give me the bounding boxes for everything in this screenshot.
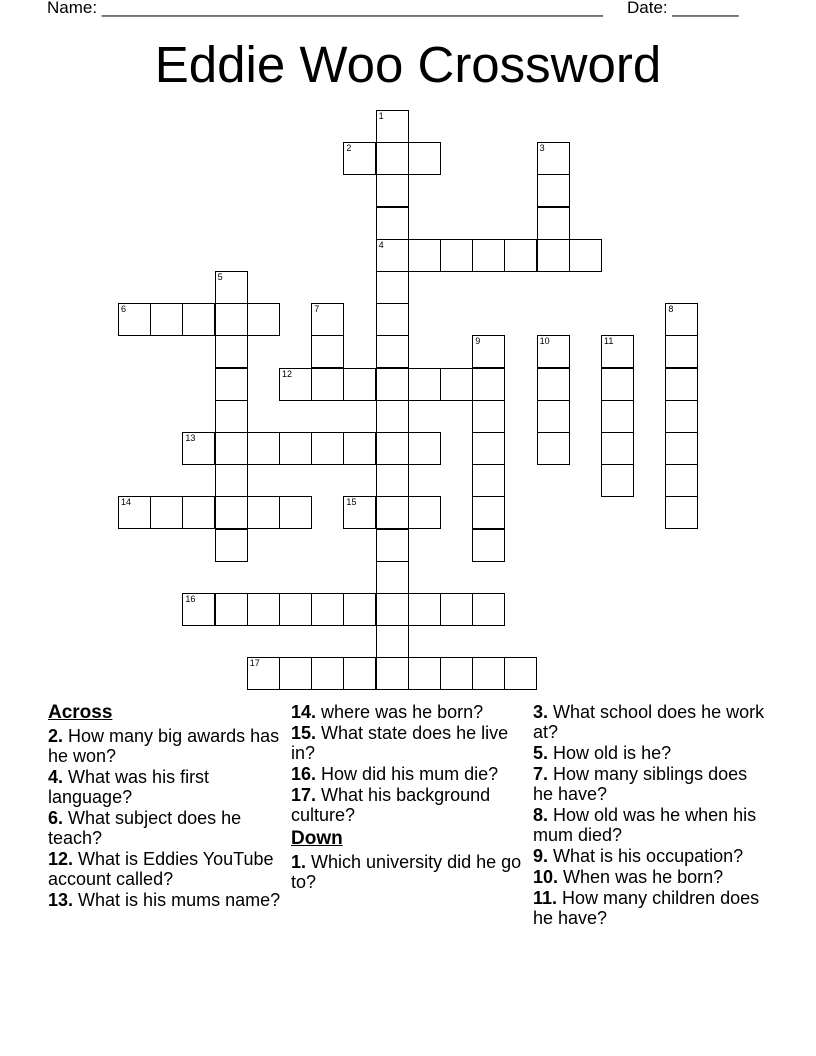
across-clue: [48, 726, 284, 766]
clue-number: 17.: [291, 785, 317, 805]
clue-text: What state does he live in?: [291, 723, 509, 763]
down-clue: [533, 867, 769, 887]
across-heading: Across: [48, 702, 113, 723]
grid-cell[interactable]: [215, 496, 248, 529]
across-clue: [48, 890, 284, 910]
grid-cell[interactable]: [472, 432, 505, 465]
clue-number: 1.: [291, 852, 307, 872]
grid-cell[interactable]: [215, 271, 248, 304]
grid-cell[interactable]: [215, 400, 248, 433]
grid-cell[interactable]: [537, 239, 570, 272]
grid-cell[interactable]: [182, 496, 215, 529]
grid-cell[interactable]: [537, 432, 570, 465]
grid-cell[interactable]: [215, 464, 248, 497]
down-clue: [533, 846, 769, 866]
clue-number: 15.: [291, 723, 317, 743]
grid-cell[interactable]: [665, 432, 698, 465]
clue-text: How many children does he have?: [533, 888, 760, 928]
grid-cell[interactable]: [504, 239, 537, 272]
across-clue: [48, 849, 284, 889]
clue-text: What is his mums name?: [78, 890, 281, 910]
grid-cell[interactable]: [311, 593, 344, 626]
clue-number: 8.: [533, 805, 549, 825]
clue-number: 12.: [48, 849, 74, 869]
across-clue: [291, 723, 527, 763]
grid-cell[interactable]: [376, 593, 409, 626]
clue-number: 6.: [48, 808, 64, 828]
down-clue: [533, 702, 769, 742]
grid-cell[interactable]: [376, 496, 409, 529]
across-clue: [291, 785, 527, 825]
grid-cell[interactable]: [376, 239, 409, 272]
grid-cell[interactable]: [182, 432, 215, 465]
grid-cell[interactable]: [215, 335, 248, 368]
clues-column-1: [48, 702, 284, 911]
grid-cell[interactable]: [279, 593, 312, 626]
grid-cell[interactable]: [376, 110, 409, 143]
clue-number: 16.: [291, 764, 317, 784]
grid-cell[interactable]: [472, 400, 505, 433]
date-blank: _______: [672, 0, 739, 17]
cell-number: 9: [475, 336, 481, 347]
grid-cell[interactable]: [311, 432, 344, 465]
clue-text: where was he born?: [321, 702, 484, 722]
grid-cell[interactable]: [408, 142, 441, 175]
grid-cell[interactable]: [408, 239, 441, 272]
cell-number: 11: [604, 336, 614, 347]
clue-text: How many big awards has he won?: [48, 726, 280, 766]
clue-number: 5.: [533, 743, 549, 763]
grid-cell[interactable]: [343, 368, 376, 401]
grid-cell[interactable]: [343, 593, 376, 626]
grid-cell[interactable]: [504, 657, 537, 690]
cell-number: 2: [346, 143, 352, 154]
across-clue: [48, 808, 284, 848]
grid-cell[interactable]: [376, 561, 409, 594]
grid-cell[interactable]: [440, 593, 473, 626]
grid-cell[interactable]: [376, 142, 409, 175]
grid-cell[interactable]: [182, 593, 215, 626]
clue-number: 10.: [533, 867, 559, 887]
grid-cell[interactable]: [601, 432, 634, 465]
grid-cell[interactable]: [601, 335, 634, 368]
date-label: Date:: [627, 0, 668, 17]
clue-number: 2.: [48, 726, 64, 746]
down-clue: [291, 852, 527, 892]
down-clue: [533, 764, 769, 804]
cell-number: 1: [378, 111, 384, 121]
grid-cell[interactable]: [537, 207, 570, 240]
grid-cell[interactable]: [665, 303, 698, 336]
grid-cell[interactable]: [150, 303, 183, 336]
grid-cell[interactable]: [150, 496, 183, 529]
grid-cell[interactable]: [472, 335, 505, 368]
down-clue: [533, 743, 769, 763]
grid-cell[interactable]: [408, 496, 441, 529]
grid-cell[interactable]: [247, 593, 280, 626]
grid-cell[interactable]: [376, 271, 409, 304]
grid-cell[interactable]: [215, 593, 248, 626]
grid-cell[interactable]: [311, 335, 344, 368]
clues-column-3: [533, 702, 769, 929]
grid-cell[interactable]: [311, 303, 344, 336]
grid-cell[interactable]: [215, 303, 248, 336]
clue-text: What is his occupation?: [553, 846, 744, 866]
clue-text: Which university did he go to?: [291, 852, 522, 892]
grid-cell[interactable]: [537, 174, 570, 207]
grid-cell[interactable]: [472, 368, 505, 401]
clue-number: 13.: [48, 890, 74, 910]
clue-text: How many siblings does he have?: [533, 764, 748, 804]
grid-cell[interactable]: [376, 174, 409, 207]
grid-cell[interactable]: [601, 368, 634, 401]
clue-text: What school does he work at?: [533, 702, 765, 742]
grid-cell[interactable]: [247, 657, 280, 690]
grid-cell[interactable]: [279, 432, 312, 465]
cell-number: 12: [282, 368, 293, 379]
clue-number: 4.: [48, 767, 64, 787]
clue-number: 9.: [533, 846, 549, 866]
grid-cell[interactable]: [472, 657, 505, 690]
cell-number: 4: [378, 239, 384, 250]
grid-cell[interactable]: [472, 239, 505, 272]
grid-cell[interactable]: [376, 432, 409, 465]
grid-cell[interactable]: [118, 496, 151, 529]
grid-cell[interactable]: [215, 529, 248, 562]
grid-cell[interactable]: [440, 239, 473, 272]
grid-cell[interactable]: [472, 496, 505, 529]
across-clue: [48, 767, 284, 807]
grid-cell[interactable]: [601, 464, 634, 497]
cell-number: 6: [121, 304, 127, 315]
grid-cell[interactable]: [182, 303, 215, 336]
name-blank: _____________________________________________________: [101, 0, 603, 17]
cell-number: 16: [185, 594, 196, 604]
grid-cell[interactable]: [408, 432, 441, 465]
clue-text: What subject does he teach?: [48, 808, 242, 848]
grid-cell[interactable]: [440, 657, 473, 690]
grid-cell[interactable]: [537, 368, 570, 401]
grid-cell[interactable]: [247, 432, 280, 465]
clue-text: When was he born?: [563, 867, 724, 887]
grid-cell[interactable]: [537, 400, 570, 433]
clues-column-2: [291, 702, 527, 893]
name-label: Name:: [47, 0, 98, 17]
grid-cell[interactable]: [376, 400, 409, 433]
grid-cell[interactable]: [601, 400, 634, 433]
grid-cell[interactable]: [537, 335, 570, 368]
grid-cell[interactable]: [376, 207, 409, 240]
grid-cell[interactable]: [408, 657, 441, 690]
down-clue: [533, 888, 769, 928]
grid-cell[interactable]: [376, 303, 409, 336]
grid-cell[interactable]: [118, 303, 151, 336]
grid-cell[interactable]: [343, 432, 376, 465]
grid-cell[interactable]: [311, 368, 344, 401]
grid-cell[interactable]: [408, 368, 441, 401]
grid-cell[interactable]: [376, 625, 409, 658]
down-heading: Down: [291, 828, 343, 849]
grid-cell[interactable]: [472, 464, 505, 497]
grid-cell[interactable]: [247, 303, 280, 336]
across-clue: [291, 764, 527, 784]
cell-number: 13: [185, 433, 196, 443]
grid-cell[interactable]: [376, 657, 409, 690]
page-title: Eddie Woo Crossword: [154, 36, 662, 93]
grid-cell[interactable]: [215, 432, 248, 465]
grid-cell[interactable]: [247, 496, 280, 529]
cell-number: 8: [668, 304, 674, 315]
cell-number: 10: [539, 336, 550, 347]
grid-cell[interactable]: [472, 593, 505, 626]
grid-cell[interactable]: [537, 142, 570, 175]
clue-text: How did his mum die?: [321, 764, 499, 784]
clue-number: 14.: [291, 702, 317, 722]
clue-number: 7.: [533, 764, 549, 784]
clue-text: What his background culture?: [291, 785, 491, 825]
clue-text: How old was he when his mum died?: [533, 805, 757, 845]
cell-number: 17: [249, 658, 260, 669]
cell-number: 14: [121, 497, 132, 508]
clue-text: What was his first language?: [48, 767, 210, 807]
grid-cell[interactable]: [665, 496, 698, 529]
grid-cell[interactable]: [343, 496, 376, 529]
across-clue: [291, 702, 527, 722]
cell-number: 15: [346, 497, 357, 508]
grid-cell[interactable]: [665, 368, 698, 401]
grid-cell[interactable]: [376, 335, 409, 368]
down-clue: [533, 805, 769, 845]
grid-cell[interactable]: [472, 529, 505, 562]
grid-cell[interactable]: [376, 529, 409, 562]
grid-cell[interactable]: [569, 239, 602, 272]
grid-cell[interactable]: [665, 400, 698, 433]
grid-cell[interactable]: [665, 335, 698, 368]
grid-cell[interactable]: [665, 464, 698, 497]
grid-cell[interactable]: [343, 142, 376, 175]
grid-cell[interactable]: [408, 593, 441, 626]
grid-cell[interactable]: [279, 657, 312, 690]
grid-cell[interactable]: [311, 657, 344, 690]
grid-cell[interactable]: [376, 464, 409, 497]
cell-number: 7: [314, 304, 320, 315]
clue-number: 11.: [533, 888, 558, 908]
grid-cell[interactable]: [279, 496, 312, 529]
clue-text: How old is he?: [553, 743, 672, 763]
clue-text: What is Eddies YouTube account called?: [48, 849, 274, 889]
grid-cell[interactable]: [215, 368, 248, 401]
grid-cell[interactable]: [279, 368, 312, 401]
clue-number: 3.: [533, 702, 549, 722]
grid-cell[interactable]: [376, 368, 409, 401]
grid-cell[interactable]: [343, 657, 376, 690]
cell-number: 3: [539, 143, 545, 154]
cell-number: 5: [217, 272, 223, 282]
grid-cell[interactable]: [440, 368, 473, 401]
